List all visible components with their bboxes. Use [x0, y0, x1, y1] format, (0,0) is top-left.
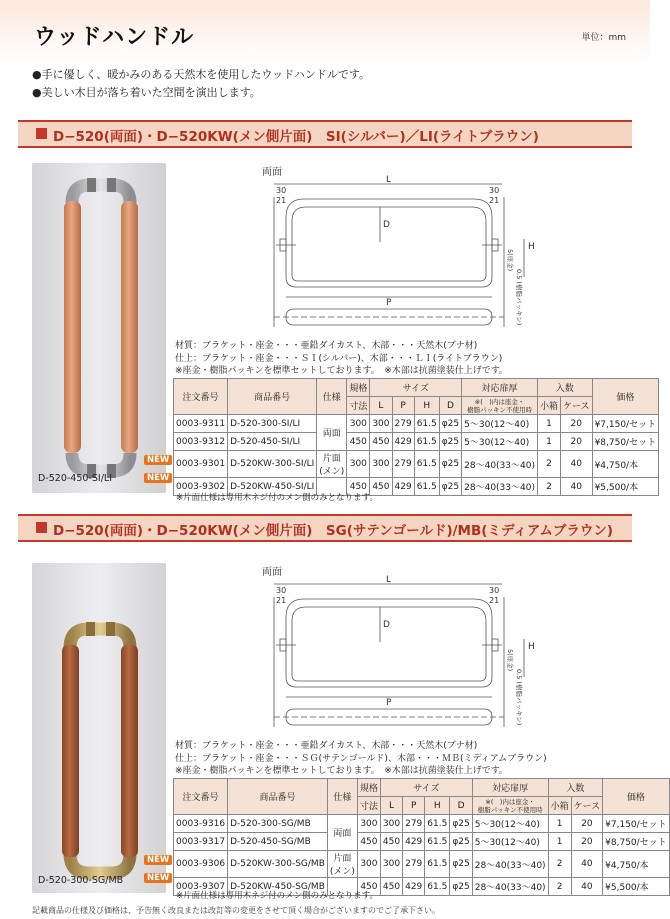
new-badge: NEW — [144, 455, 172, 465]
cell-order: 0003-9312 — [174, 433, 228, 451]
cell-D: φ25 — [439, 451, 461, 478]
cell-H: 61.5 — [425, 878, 450, 896]
cell-H: 61.5 — [414, 415, 439, 433]
dim-H: H — [528, 642, 535, 652]
th-small: 小箱 — [548, 797, 571, 815]
unit-label: 単位：mm — [581, 33, 626, 43]
cell-case: 20 — [571, 815, 603, 833]
th-qty: 入数 — [537, 379, 592, 397]
dimension-drawing — [262, 577, 562, 735]
cell-small: 2 — [548, 851, 571, 878]
section-1-banner — [18, 120, 632, 148]
cell-price: ¥7,150/セット — [603, 815, 670, 833]
th-order: 注文番号 — [174, 379, 228, 415]
cell-small: 2 — [537, 451, 560, 478]
section-1-spec — [175, 340, 508, 378]
dim-21-left: 21 — [276, 596, 287, 605]
cell-small: 1 — [537, 415, 560, 433]
cell-spec: 両面 — [317, 415, 347, 451]
dim-P: P — [386, 298, 392, 308]
cell-small: 2 — [537, 478, 560, 496]
cell-H: 61.5 — [425, 833, 450, 851]
cell-size: 450 — [357, 878, 380, 896]
th-door: 対応扉厚 — [462, 379, 538, 397]
spec-note: ※座金・樹脂パッキンを標準セットしております。 ※木部は抗菌塗装仕上げです。 — [175, 766, 509, 776]
cell-product: D-520KW-450-SG/MB — [228, 878, 328, 896]
dim-washer: 5(座金) — [506, 649, 514, 672]
cell-price: ¥5,500/本 — [592, 478, 659, 496]
dim-21-right: 21 — [489, 196, 500, 205]
cell-D: φ25 — [439, 478, 461, 496]
cell-H: 61.5 — [425, 851, 450, 878]
dim-washer: 5(座金) — [506, 249, 514, 272]
cell-case: 40 — [571, 851, 603, 878]
section-1-banner-text: D−520(両面)・D−520KW(メン側片面) SI(シルバー)／LI(ライトブラウン) — [53, 129, 539, 145]
cell-order: 0003-9301 — [174, 451, 228, 478]
cell-order: 0003-9311 — [174, 415, 228, 433]
cell-D: φ25 — [439, 415, 461, 433]
table-row — [174, 451, 659, 478]
cell-size: 300 — [347, 415, 370, 433]
th-case: ケース — [571, 797, 603, 815]
dimension-drawing — [262, 177, 562, 335]
cell-small: 1 — [548, 815, 571, 833]
th-qty: 入数 — [548, 779, 603, 797]
dim-30-left: 30 — [276, 586, 287, 595]
cell-price: ¥4,750/本 — [603, 851, 670, 878]
cell-P: 279 — [392, 415, 414, 433]
cell-door: 5～30(12～40) — [462, 415, 538, 433]
cell-L: 300 — [380, 851, 402, 878]
cell-door: 5～30(12～40) — [472, 833, 548, 851]
section-2-banner-text: D−520(両面)・D−520KW(メン側片面) SG(サテンゴールド)/MB(ミディアムブラウン) — [53, 523, 614, 539]
cell-D: φ25 — [450, 878, 472, 896]
cell-D: φ25 — [450, 833, 472, 851]
section-1-table — [173, 378, 659, 496]
cell-H: 61.5 — [414, 433, 439, 451]
cell-D: φ25 — [450, 851, 472, 878]
spec-note: ※座金・樹脂パッキンを標準セットしております。 ※木部は抗菌塗装仕上げです。 — [175, 366, 509, 376]
section-2-photo-caption: D-520-300-SG/MB — [38, 875, 124, 886]
section-2-table — [173, 778, 670, 896]
footer-disclaimer: 記載商品の仕様及び価格は、予告無く改良または改訂等の変更をさせて頂く場合がございますのでご了承下さい。 — [32, 906, 440, 915]
cell-L: 300 — [380, 815, 402, 833]
new-badge: NEW — [144, 855, 172, 865]
cell-order: 0003-9302 — [174, 478, 228, 496]
cell-P: 429 — [392, 478, 414, 496]
section-1-photo-caption: D-520-450-SI/LI — [38, 473, 112, 484]
spec-material: 材質：ブラケット・座金・・・亜鉛ダイカスト、木部・・・天然木(ブナ材) — [175, 341, 478, 351]
th-door-sub: ※( )内は座金・ 樹脂パッキン不使用時 — [462, 397, 538, 415]
drawing-title: 両面 — [262, 567, 282, 578]
th-D: D — [439, 397, 461, 415]
spec-material: 材質：ブラケット・座金・・・亜鉛ダイカスト、木部・・・天然木(ブナ材) — [175, 741, 478, 751]
cell-P: 279 — [392, 451, 414, 478]
cell-P: 429 — [392, 433, 414, 451]
banner-square-icon — [36, 128, 47, 139]
cell-size: 300 — [347, 451, 370, 478]
dim-30-right: 30 — [489, 186, 500, 195]
th-P: P — [403, 797, 425, 815]
cell-door: 28～40(33～40) — [472, 851, 548, 878]
cell-D: φ25 — [450, 815, 472, 833]
cell-D: φ25 — [439, 433, 461, 451]
cell-small: 1 — [548, 833, 571, 851]
cell-case: 40 — [561, 451, 593, 478]
cell-small: 2 — [548, 878, 571, 896]
cell-H: 61.5 — [414, 451, 439, 478]
th-size-a: 規格 — [347, 379, 370, 397]
cell-case: 20 — [561, 415, 593, 433]
cell-product: D-520-300-SG/MB — [228, 815, 328, 833]
th-product: 商品番号 — [228, 779, 328, 815]
handle-photo-gold — [32, 563, 166, 893]
th-size-b: 寸法 — [347, 397, 370, 415]
dim-P: P — [386, 698, 392, 708]
cell-door: 5～30(12～40) — [462, 433, 538, 451]
cell-price: ¥8,750/セット — [603, 833, 670, 851]
th-price: 価格 — [603, 779, 670, 815]
cell-door: 28～40(33～40) — [462, 478, 538, 496]
page-title: ウッドハンドル — [34, 25, 195, 50]
dim-30-right: 30 — [489, 586, 500, 595]
cell-spec: 片面 (メン) — [327, 851, 357, 878]
cell-P: 429 — [403, 878, 425, 896]
th-price: 価格 — [592, 379, 659, 415]
handle-photo-silver — [32, 163, 166, 493]
spec-finish: 仕上：ブラケット・座金・・・ＳＩ(シルバー)、木部・・・ＬＩ(ライトブラウン) — [175, 353, 503, 364]
th-size-group: サイズ — [380, 779, 472, 797]
section-1-note: ※片面仕様は専用木ネジ付のメン側のみとなります。 — [176, 493, 378, 503]
cell-size: 450 — [347, 478, 370, 496]
cell-price: ¥8,750/セット — [592, 433, 659, 451]
cell-P: 279 — [403, 851, 425, 878]
dim-L: L — [386, 575, 392, 585]
th-L: L — [370, 397, 392, 415]
dim-packing: 0.5 (樹脂パッキン) — [515, 269, 523, 326]
section-1-photo — [32, 163, 166, 493]
th-order: 注文番号 — [174, 779, 228, 815]
th-L: L — [380, 797, 402, 815]
cell-product: D-520KW-450-SI/LI — [228, 478, 317, 496]
th-P: P — [392, 397, 414, 415]
cell-L: 450 — [370, 478, 392, 496]
section-2-drawing — [262, 563, 535, 726]
intro-line-1: ●手に優しく、暖かみのある天然木を使用したウッドハンドルです。 — [32, 68, 371, 81]
dim-21-right: 21 — [489, 596, 500, 605]
section-2-banner — [18, 514, 632, 542]
th-small: 小箱 — [537, 397, 560, 415]
cell-product: D-520-450-SI/LI — [228, 433, 317, 451]
dim-D: D — [383, 220, 390, 230]
cell-product: D-520-300-SI/LI — [228, 415, 317, 433]
th-size-group: サイズ — [370, 379, 462, 397]
cell-case: 20 — [571, 833, 603, 851]
cell-spec: 両面 — [327, 815, 357, 851]
dim-L: L — [386, 175, 392, 185]
cell-order: 0003-9316 — [174, 815, 228, 833]
cell-door: 28～40(33～40) — [472, 878, 548, 896]
cell-spec: 片面 (メン) — [317, 451, 347, 478]
cell-order: 0003-9307 — [174, 878, 228, 896]
cell-price: ¥5,500/本 — [603, 878, 670, 896]
cell-small: 1 — [537, 433, 560, 451]
cell-L: 450 — [370, 433, 392, 451]
th-spec: 仕様 — [317, 379, 347, 415]
th-D: D — [450, 797, 472, 815]
th-case: ケース — [561, 397, 593, 415]
section-2-spec — [175, 740, 547, 778]
th-product: 商品番号 — [228, 379, 317, 415]
cell-case: 40 — [571, 878, 603, 896]
th-spec: 仕様 — [327, 779, 357, 815]
table-row — [174, 433, 659, 451]
cell-size: 450 — [347, 433, 370, 451]
new-badge: NEW — [144, 873, 172, 883]
cell-H: 61.5 — [425, 815, 450, 833]
table-row — [174, 415, 659, 433]
th-door: 対応扉厚 — [472, 779, 548, 797]
drawing-title: 両面 — [262, 167, 282, 178]
table-row — [174, 851, 670, 878]
cell-case: 40 — [561, 478, 593, 496]
th-size-a: 規格 — [357, 779, 380, 797]
th-door-sub: ※( )内は座金・ 樹脂パッキン不使用時 — [472, 797, 548, 815]
cell-size: 300 — [357, 815, 380, 833]
cell-H: 61.5 — [414, 478, 439, 496]
cell-P: 279 — [403, 815, 425, 833]
dim-21-left: 21 — [276, 196, 287, 205]
cell-price: ¥4,750/本 — [592, 451, 659, 478]
th-H: H — [414, 397, 439, 415]
spec-finish: 仕上：ブラケット・座金・・・ＳＧ(サテンゴールド)、木部・・・ＭＢ(ミディアムブラウン) — [175, 753, 547, 764]
banner-square-icon — [36, 522, 47, 533]
cell-size: 300 — [357, 851, 380, 878]
th-H: H — [425, 797, 450, 815]
new-badge: NEW — [144, 473, 172, 483]
cell-order: 0003-9317 — [174, 833, 228, 851]
cell-door: 28～40(33～40) — [462, 451, 538, 478]
table-row — [174, 815, 670, 833]
section-2-note: ※片面仕様は専用木ネジ付のメン側のみとなります。 — [176, 891, 378, 901]
th-size-b: 寸法 — [357, 797, 380, 815]
cell-L: 450 — [380, 833, 402, 851]
dim-D: D — [383, 620, 390, 630]
cell-size: 450 — [357, 833, 380, 851]
intro-line-2: ●美しい木目が落ち着いた空間を演出します。 — [32, 86, 261, 99]
cell-product: D-520-450-SG/MB — [228, 833, 328, 851]
table-row — [174, 833, 670, 851]
section-2-photo — [32, 563, 166, 893]
cell-order: 0003-9306 — [174, 851, 228, 878]
cell-case: 20 — [561, 433, 593, 451]
cell-product: D-520KW-300-SI/LI — [228, 451, 317, 478]
cell-L: 300 — [370, 451, 392, 478]
dim-packing: 0.5 (樹脂パッキン) — [515, 669, 523, 726]
cell-L: 450 — [380, 878, 402, 896]
cell-door: 5～30(12～40) — [472, 815, 548, 833]
cell-product: D-520KW-300-SG/MB — [228, 851, 328, 878]
cell-L: 300 — [370, 415, 392, 433]
dim-H: H — [528, 242, 535, 252]
section-1-drawing — [262, 163, 535, 326]
cell-price: ¥7,150/セット — [592, 415, 659, 433]
dim-30-left: 30 — [276, 186, 287, 195]
cell-P: 429 — [403, 833, 425, 851]
